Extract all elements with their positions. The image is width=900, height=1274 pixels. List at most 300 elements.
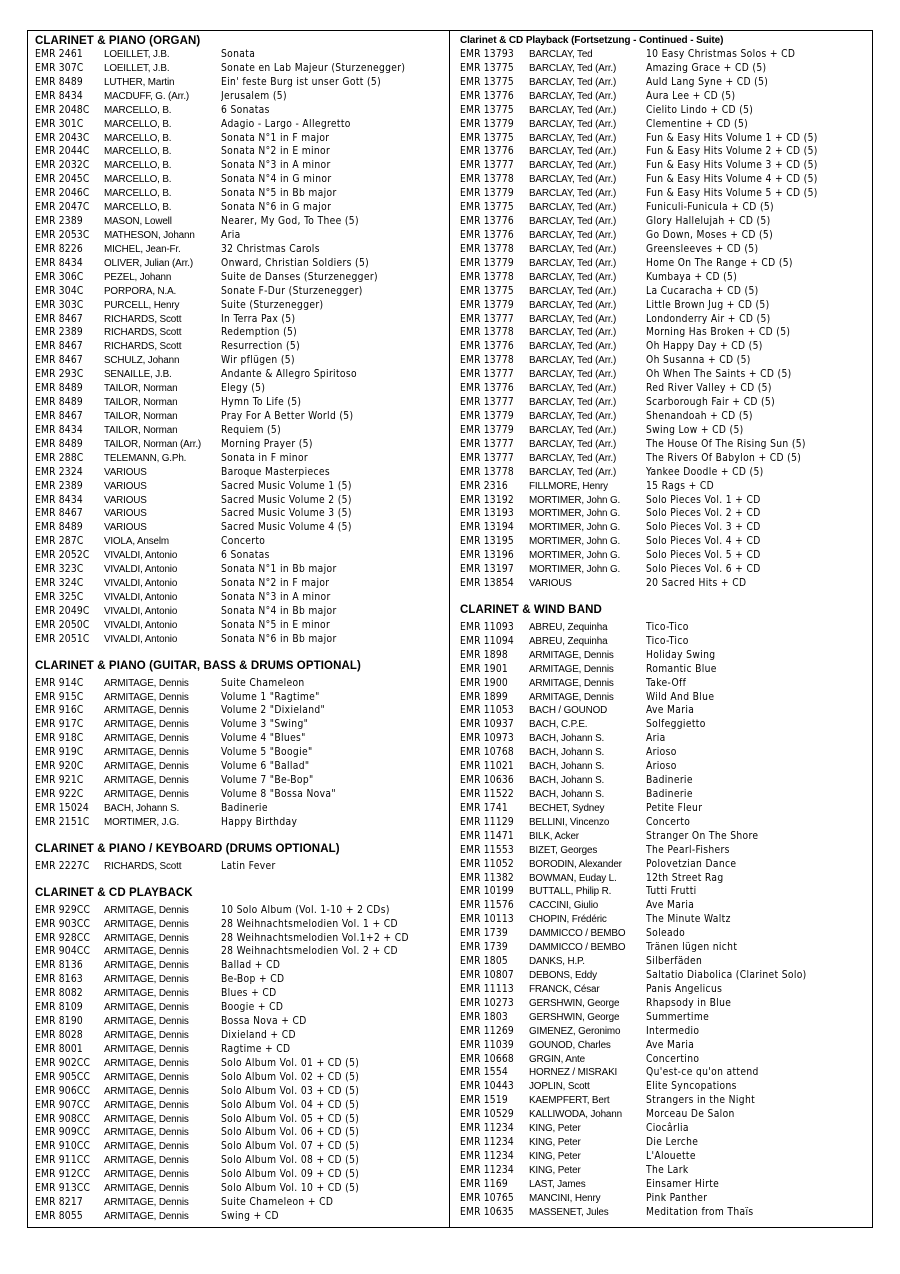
catalog-code: EMR 906CC xyxy=(35,1085,91,1097)
work-title: Fun & Easy Hits Volume 2 + CD (5) xyxy=(646,146,818,158)
composer-name: ARMITAGE, Dennis xyxy=(104,1141,189,1153)
catalog-row xyxy=(35,243,445,257)
catalog-row xyxy=(35,229,445,243)
composer-name: LOEILLET, J.B. xyxy=(104,49,170,60)
composer-name: VIVALDI, Antonio xyxy=(104,578,178,590)
work-title: Sonata N°5 in E minor xyxy=(221,619,331,631)
catalog-code: EMR 918C xyxy=(35,733,84,745)
catalog-code: EMR 11471 xyxy=(460,830,514,842)
catalog-code: EMR 10529 xyxy=(460,1109,514,1121)
catalog-row xyxy=(35,918,445,932)
composer-name: ARMITAGE, Dennis xyxy=(529,663,614,675)
composer-name: VIVALDI, Antonio xyxy=(104,605,178,617)
composer-name: BELLINI, Vincenzo xyxy=(529,816,610,828)
composer-name: MARCELLO, B. xyxy=(104,202,172,214)
catalog-code: EMR 2051C xyxy=(35,633,90,645)
catalog-code: EMR 905CC xyxy=(35,1071,91,1083)
catalog-row xyxy=(460,1053,870,1067)
catalog-row xyxy=(35,718,445,732)
catalog-code: EMR 921C xyxy=(35,775,84,787)
composer-name: BACH, Johann S. xyxy=(529,775,605,787)
work-title: Nearer, My God, To Thee (5) xyxy=(221,216,359,228)
composer-name: BARCLAY, Ted (Arr.) xyxy=(529,76,617,88)
catalog-code: EMR 11234 xyxy=(460,1137,514,1149)
composer-name: LUTHER, Martin xyxy=(104,76,175,88)
catalog-code: EMR 2050C xyxy=(35,619,90,631)
work-title: Andante & Allegro Spiritoso xyxy=(221,369,357,381)
catalog-code: EMR 11234 xyxy=(460,1164,514,1176)
composer-name: MORTIMER, John G. xyxy=(529,550,621,562)
work-title: Meditation from Thaïs xyxy=(646,1206,754,1218)
catalog-code: EMR 8467 xyxy=(35,313,83,325)
work-title: Concerto xyxy=(221,536,266,548)
catalog-code: EMR 13776 xyxy=(460,90,514,102)
catalog-row xyxy=(460,173,870,187)
catalog-code: EMR 8467 xyxy=(35,508,83,520)
catalog-code: EMR 13775 xyxy=(460,202,514,214)
composer-name: KING, Peter xyxy=(529,1137,581,1149)
catalog-row xyxy=(35,1043,445,1057)
work-title: Blues + CD xyxy=(221,988,277,1000)
catalog-row xyxy=(460,1094,870,1108)
work-title: Volume 8 "Bossa Nova" xyxy=(221,789,336,801)
work-title: Solo Album Vol. 04 + CD (5) xyxy=(221,1099,360,1111)
composer-name: ARMITAGE, Dennis xyxy=(104,988,189,1000)
work-title: Go Down, Moses + CD (5) xyxy=(646,229,774,241)
catalog-row xyxy=(460,118,870,132)
composer-name: ARMITAGE, Dennis xyxy=(104,1210,189,1222)
work-title: Solo Pieces Vol. 4 + CD xyxy=(646,536,761,548)
composer-name: BARCLAY, Ted (Arr.) xyxy=(529,62,617,74)
composer-name: VARIOUS xyxy=(104,494,147,506)
catalog-code: EMR 8028 xyxy=(35,1030,83,1041)
composer-name: BARCLAY, Ted xyxy=(529,49,593,60)
composer-name: TAILOR, Norman (Arr.) xyxy=(104,438,202,450)
composer-name: SCHULZ, Johann xyxy=(104,355,180,367)
catalog-row xyxy=(35,1210,445,1224)
catalog-code: EMR 10973 xyxy=(460,733,514,745)
work-title: Boogie + CD xyxy=(221,1002,284,1014)
catalog-code: EMR 13777 xyxy=(460,369,514,381)
work-title: 6 Sonatas xyxy=(221,104,270,116)
catalog-code: EMR 13778 xyxy=(460,174,514,186)
catalog-code: EMR 11234 xyxy=(460,1123,514,1135)
work-title: Arioso xyxy=(646,747,677,759)
work-title: Onward, Christian Soldiers (5) xyxy=(221,257,370,269)
catalog-row xyxy=(35,466,445,480)
work-title: Petite Fleur xyxy=(646,802,703,814)
catalog-code: EMR 11113 xyxy=(460,983,514,995)
catalog-code: EMR 324C xyxy=(35,578,84,590)
catalog-code: EMR 1169 xyxy=(460,1178,508,1190)
catalog-row xyxy=(460,774,870,788)
catalog-code: EMR 13192 xyxy=(460,494,514,506)
work-title: Solo Album Vol. 06 + CD (5) xyxy=(221,1127,360,1139)
catalog-row xyxy=(460,368,870,382)
catalog-row xyxy=(460,1066,870,1080)
catalog-code: EMR 13195 xyxy=(460,536,514,548)
catalog-code: EMR 11522 xyxy=(460,789,514,801)
catalog-row xyxy=(35,932,445,946)
catalog-code: EMR 8489 xyxy=(35,383,83,395)
composer-name: BARCLAY, Ted (Arr.) xyxy=(529,132,617,144)
composer-name: KALLIWODA, Johann xyxy=(529,1109,622,1121)
catalog-row xyxy=(35,549,445,563)
catalog-code: EMR 11053 xyxy=(460,705,514,717)
composer-name: TELEMANN, G.Ph. xyxy=(104,452,187,464)
composer-name: BACH, Johann S. xyxy=(529,761,605,773)
catalog-row xyxy=(35,577,445,591)
composer-name: ARMITAGE, Dennis xyxy=(104,775,189,787)
work-title: Solo Album Vol. 08 + CD (5) xyxy=(221,1155,360,1167)
work-title: The Minute Waltz xyxy=(646,914,731,926)
catalog-row xyxy=(460,285,870,299)
composer-name: CHOPIN, Frédéric xyxy=(529,914,607,926)
catalog-code: EMR 911CC xyxy=(35,1155,91,1167)
work-title: Sonata N°3 in A minor xyxy=(221,160,331,172)
catalog-row xyxy=(460,90,870,104)
composer-name: BARCLAY, Ted (Arr.) xyxy=(529,202,617,214)
work-title: Morning Has Broken + CD (5) xyxy=(646,327,791,339)
work-title: The Lark xyxy=(646,1164,689,1176)
work-title: 20 Sacred Hits + CD xyxy=(646,578,747,590)
catalog-code: EMR 10668 xyxy=(460,1053,514,1065)
catalog-code: EMR 8434 xyxy=(35,424,83,436)
work-title: Silberfäden xyxy=(646,956,703,968)
work-title: Sonata N°6 in Bb major xyxy=(221,633,337,645)
catalog-row xyxy=(35,633,445,647)
catalog-row xyxy=(35,299,445,313)
composer-name: MORTIMER, John G. xyxy=(529,522,621,534)
catalog-code: EMR 13793 xyxy=(460,49,514,60)
catalog-row xyxy=(35,326,445,340)
work-title: Latin Fever xyxy=(221,860,276,872)
catalog-code: EMR 13775 xyxy=(460,76,514,88)
catalog-row xyxy=(460,132,870,146)
catalog-row xyxy=(35,1140,445,1154)
catalog-row xyxy=(460,480,870,494)
section-heading: CLARINET & CD PLAYBACK xyxy=(35,886,193,899)
work-title: Hymn To Life (5) xyxy=(221,397,302,409)
catalog-row xyxy=(460,313,870,327)
catalog-row xyxy=(35,973,445,987)
work-title: Aura Lee + CD (5) xyxy=(646,90,736,102)
catalog-code: EMR 10937 xyxy=(460,719,514,731)
catalog-row xyxy=(35,48,445,62)
catalog-code: EMR 13197 xyxy=(460,564,514,576)
catalog-row xyxy=(460,1122,870,1136)
catalog-code: EMR 8467 xyxy=(35,355,83,367)
work-title: Scarborough Fair + CD (5) xyxy=(646,397,776,409)
work-title: Auld Lang Syne + CD (5) xyxy=(646,76,769,88)
catalog-row xyxy=(35,285,445,299)
composer-name: MACDUFF, G. (Arr.) xyxy=(104,90,190,102)
work-title: Morning Prayer (5) xyxy=(221,438,313,450)
catalog-code: EMR 13779 xyxy=(460,118,514,130)
catalog-row xyxy=(460,271,870,285)
work-title: Intermedio xyxy=(646,1025,700,1037)
catalog-code: EMR 13777 xyxy=(460,452,514,464)
catalog-code: EMR 1805 xyxy=(460,956,508,968)
work-title: Amazing Grace + CD (5) xyxy=(646,62,767,74)
work-title: Volume 7 "Be-Bop" xyxy=(221,775,314,787)
work-title: Die Lerche xyxy=(646,1137,699,1149)
composer-name: BARCLAY, Ted (Arr.) xyxy=(529,146,617,158)
catalog-code: EMR 904CC xyxy=(35,946,91,958)
catalog-row xyxy=(35,145,445,159)
catalog-code: EMR 2389 xyxy=(35,480,83,492)
catalog-row xyxy=(460,563,870,577)
composer-name: BARCLAY, Ted (Arr.) xyxy=(529,229,617,241)
composer-name: ARMITAGE, Dennis xyxy=(104,1030,189,1041)
catalog-row xyxy=(460,788,870,802)
catalog-row xyxy=(460,872,870,886)
catalog-row xyxy=(460,494,870,508)
catalog-code: EMR 914C xyxy=(35,677,84,689)
work-title: Ciocârlia xyxy=(646,1123,689,1135)
catalog-code: EMR 902CC xyxy=(35,1057,91,1069)
composer-name: ARMITAGE, Dennis xyxy=(104,918,189,930)
catalog-code: EMR 8489 xyxy=(35,397,83,409)
work-title: Sacred Music Volume 1 (5) xyxy=(221,480,352,492)
work-title: Wir pflügen (5) xyxy=(221,355,295,367)
catalog-row xyxy=(35,382,445,396)
catalog-row xyxy=(35,424,445,438)
catalog-code: EMR 15024 xyxy=(35,802,89,814)
work-title: Sonata xyxy=(221,49,256,60)
work-title: Einsamer Hirte xyxy=(646,1178,720,1190)
composer-name: MORTIMER, John G. xyxy=(529,494,621,506)
work-title: Soleado xyxy=(646,928,686,940)
work-title: Tränen lügen nicht xyxy=(646,942,738,954)
catalog-code: EMR 8434 xyxy=(35,90,83,102)
catalog-row xyxy=(460,1080,870,1094)
composer-name: VIOLA, Anselm xyxy=(104,536,170,548)
catalog-code: EMR 325C xyxy=(35,591,84,603)
composer-name: VIVALDI, Antonio xyxy=(104,619,178,631)
work-title: Tutti Frutti xyxy=(646,886,697,898)
catalog-row xyxy=(35,118,445,132)
catalog-code: EMR 13194 xyxy=(460,522,514,534)
catalog-code: EMR 13778 xyxy=(460,466,514,478)
catalog-row xyxy=(35,1085,445,1099)
catalog-code: EMR 13193 xyxy=(460,508,514,520)
composer-name: BACH, Johann S. xyxy=(104,802,180,814)
catalog-row xyxy=(35,173,445,187)
catalog-row xyxy=(460,858,870,872)
catalog-code: EMR 8434 xyxy=(35,257,83,269)
work-title: Badinerie xyxy=(646,789,693,801)
composer-name: ARMITAGE, Dennis xyxy=(104,1043,189,1055)
catalog-row xyxy=(460,760,870,774)
right-column xyxy=(460,34,870,1220)
catalog-code: EMR 2046C xyxy=(35,188,90,200)
work-title: Sacred Music Volume 2 (5) xyxy=(221,494,352,506)
work-title: Solo Album Vol. 10 + CD (5) xyxy=(221,1183,360,1195)
work-title: Sonata in F minor xyxy=(221,452,309,464)
catalog-list xyxy=(35,860,445,874)
work-title: Solo Album Vol. 09 + CD (5) xyxy=(221,1169,360,1181)
composer-name: MARCELLO, B. xyxy=(104,160,172,172)
catalog-code: EMR 13776 xyxy=(460,146,514,158)
catalog-code: EMR 8467 xyxy=(35,410,83,422)
work-title: Take-Off xyxy=(646,677,687,689)
catalog-row xyxy=(35,521,445,535)
work-title: 28 Weihnachtsmelodien Vol.1+2 + CD xyxy=(221,932,409,944)
catalog-row xyxy=(460,885,870,899)
catalog-row xyxy=(460,899,870,913)
catalog-code: EMR 917C xyxy=(35,719,84,731)
catalog-row xyxy=(460,340,870,354)
composer-name: TAILOR, Norman xyxy=(104,383,178,395)
section-clarinet-piano-organ xyxy=(35,34,445,647)
work-title: Sacred Music Volume 3 (5) xyxy=(221,508,352,520)
work-title: 15 Rags + CD xyxy=(646,480,715,492)
composer-name: BARCLAY, Ted (Arr.) xyxy=(529,383,617,395)
composer-name: KING, Peter xyxy=(529,1164,581,1176)
catalog-row xyxy=(35,563,445,577)
catalog-code: EMR 909CC xyxy=(35,1127,91,1139)
work-title: Romantic Blue xyxy=(646,663,717,675)
work-title: Morceau De Salon xyxy=(646,1109,735,1121)
composer-name: ARMITAGE, Dennis xyxy=(529,649,614,661)
catalog-code: EMR 8001 xyxy=(35,1043,83,1055)
composer-name: VIVALDI, Antonio xyxy=(104,591,178,603)
catalog-code: EMR 13778 xyxy=(460,243,514,255)
composer-name: KING, Peter xyxy=(529,1123,581,1135)
catalog-code: EMR 2049C xyxy=(35,605,90,617)
catalog-row xyxy=(35,591,445,605)
catalog-code: EMR 13779 xyxy=(460,299,514,311)
composer-name: BACH, Johann S. xyxy=(529,733,605,745)
catalog-code: EMR 2389 xyxy=(35,216,83,228)
work-title: La Cucaracha + CD (5) xyxy=(646,285,759,297)
catalog-code: EMR 11039 xyxy=(460,1039,514,1051)
catalog-code: EMR 910CC xyxy=(35,1141,91,1153)
catalog-row xyxy=(460,257,870,271)
work-title: Saltatio Diabolica (Clarinet Solo) xyxy=(646,970,807,981)
composer-name: MASSENET, Jules xyxy=(529,1206,609,1218)
work-title: Ballad + CD xyxy=(221,960,281,972)
work-title: Arioso xyxy=(646,761,677,773)
catalog-code: EMR 13775 xyxy=(460,132,514,144)
catalog-code: EMR 2044C xyxy=(35,146,90,158)
composer-name: MICHEL, Jean-Fr. xyxy=(104,243,181,255)
section-cd-playback-continued xyxy=(460,34,870,591)
work-title: Swing + CD xyxy=(221,1210,279,1222)
composer-name: BARCLAY, Ted (Arr.) xyxy=(529,118,617,130)
catalog-code: EMR 912CC xyxy=(35,1169,91,1181)
composer-name: ARMITAGE, Dennis xyxy=(104,1016,189,1028)
catalog-row xyxy=(35,760,445,774)
catalog-row xyxy=(460,718,870,732)
catalog-code: EMR 10635 xyxy=(460,1206,514,1218)
catalog-row xyxy=(460,577,870,591)
composer-name: MARCELLO, B. xyxy=(104,118,172,130)
catalog-row xyxy=(460,48,870,62)
work-title: Funiculi-Funicula + CD (5) xyxy=(646,202,774,214)
catalog-row xyxy=(35,619,445,633)
catalog-code: EMR 1739 xyxy=(460,928,508,940)
catalog-code: EMR 10768 xyxy=(460,747,514,759)
catalog-code: EMR 1898 xyxy=(460,649,508,661)
section-clarinet-cd-playback xyxy=(35,886,445,1224)
work-title: Sonata N°3 in A minor xyxy=(221,591,331,603)
composer-name: TAILOR, Norman xyxy=(104,424,178,436)
catalog-row xyxy=(460,507,870,521)
composer-name: BUTTALL, Philip R. xyxy=(529,886,612,898)
composer-name: OLIVER, Julian (Arr.) xyxy=(104,257,194,269)
work-title: The Pearl-Fishers xyxy=(646,844,730,856)
catalog-code: EMR 307C xyxy=(35,62,84,74)
catalog-row xyxy=(460,844,870,858)
work-title: Fun & Easy Hits Volume 1 + CD (5) xyxy=(646,132,818,144)
section-clarinet-wind-band xyxy=(460,603,870,1220)
catalog-code: EMR 1741 xyxy=(460,802,508,814)
composer-name: VARIOUS xyxy=(529,578,572,590)
catalog-code: EMR 13778 xyxy=(460,355,514,367)
catalog-code: EMR 11052 xyxy=(460,858,514,870)
composer-name: DAMMICCO / BEMBO xyxy=(529,928,626,940)
work-title: Home On The Range + CD (5) xyxy=(646,257,793,269)
work-title: Solfeggietto xyxy=(646,719,706,731)
catalog-row xyxy=(460,621,870,635)
work-title: Ave Maria xyxy=(646,705,695,717)
catalog-row xyxy=(35,201,445,215)
composer-name: ARMITAGE, Dennis xyxy=(104,1197,189,1209)
catalog-code: EMR 908CC xyxy=(35,1113,91,1125)
catalog-row xyxy=(460,243,870,257)
catalog-row xyxy=(460,201,870,215)
composer-name: ARMITAGE, Dennis xyxy=(529,677,614,689)
catalog-row xyxy=(35,452,445,466)
work-title: L'Alouette xyxy=(646,1150,696,1162)
work-title: Suite Chameleon + CD xyxy=(221,1197,334,1209)
catalog-row xyxy=(35,1015,445,1029)
catalog-row xyxy=(460,704,870,718)
catalog-row xyxy=(460,1192,870,1206)
composer-name: ARMITAGE, Dennis xyxy=(104,1127,189,1139)
composer-name: MARCELLO, B. xyxy=(104,188,172,200)
composer-name: MORTIMER, John G. xyxy=(529,508,621,520)
catalog-row xyxy=(35,257,445,271)
work-title: The Rivers Of Babylon + CD (5) xyxy=(646,452,802,464)
catalog-row xyxy=(35,271,445,285)
composer-name: ARMITAGE, Dennis xyxy=(104,1071,189,1083)
catalog-code: EMR 13777 xyxy=(460,160,514,172)
work-title: Sonata N°2 in F major xyxy=(221,578,330,590)
composer-name: DAMMICCO / BEMBO xyxy=(529,942,626,954)
work-title: Fun & Easy Hits Volume 3 + CD (5) xyxy=(646,160,818,172)
catalog-code: EMR 903CC xyxy=(35,918,91,930)
catalog-row xyxy=(35,215,445,229)
composer-name: BARCLAY, Ted (Arr.) xyxy=(529,285,617,297)
composer-name: BARCLAY, Ted (Arr.) xyxy=(529,397,617,409)
catalog-row xyxy=(35,90,445,104)
catalog-row xyxy=(460,145,870,159)
section-clarinet-piano-guitar-bass-drums xyxy=(35,659,445,830)
composer-name: BECHET, Sydney xyxy=(529,802,605,814)
composer-name: ARMITAGE, Dennis xyxy=(104,1002,189,1014)
catalog-code: EMR 2032C xyxy=(35,160,90,172)
work-title: Happy Birthday xyxy=(221,816,298,828)
catalog-code: EMR 8136 xyxy=(35,960,83,972)
catalog-row xyxy=(35,1057,445,1071)
composer-name: MORTIMER, John G. xyxy=(529,536,621,548)
catalog-code: EMR 11129 xyxy=(460,816,514,828)
catalog-row xyxy=(460,663,870,677)
composer-name: GERSHWIN, George xyxy=(529,1011,620,1023)
